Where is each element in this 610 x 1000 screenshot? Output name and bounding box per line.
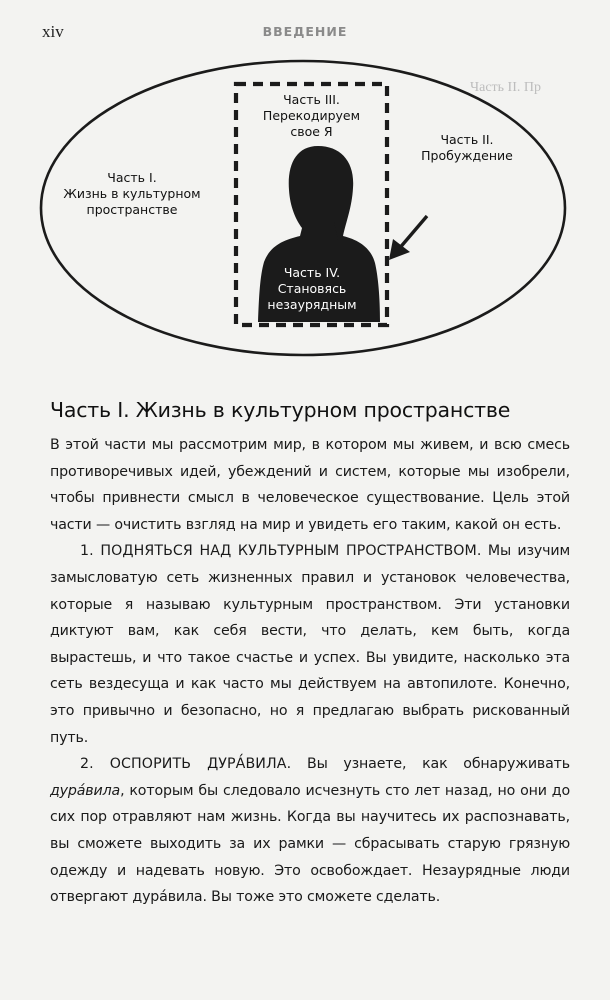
running-head-section: ВВЕДЕНИЕ (262, 24, 348, 39)
section-body (50, 432, 570, 911)
label-part4 (252, 265, 372, 313)
label-part4-line2: Становясь (277, 281, 347, 296)
item-heading: 1. ПОДНЯТЬСЯ НАД КУЛЬТУРНЫМ ПРОСТРАНСТВОМ. (80, 543, 482, 560)
list-item (50, 538, 570, 751)
item-heading: 2. ОСПОРИТЬ ДУРА́ВИЛА. (80, 756, 292, 773)
label-part2-line2: Пробуждение (421, 148, 513, 163)
bleed-through-text: Часть II. Пр (470, 80, 541, 95)
label-part1-line3: пространстве (86, 202, 178, 217)
label-part2-line1: Часть II. (440, 132, 494, 147)
item-term: дура́вила (50, 782, 121, 799)
intro-paragraph: В этой части мы рассмотрим мир, в котором мы живем, и всю смесь противоречивых идей, убеждений и систем, которые мы изобрели, чтобы привнести смысл в человеческое существование. Цель этой части — очистить взгляд на мир и увидеть его таким, какой он есть. (50, 437, 570, 533)
label-part2 (412, 132, 522, 164)
item-text-before: Вы узнаете, как обнаруживать (291, 756, 570, 773)
item-text-after: , которым бы следовало исчезнуть сто лет назад, но они до сих пор отравляют нам жизнь. Когда вы научитесь их распознавать, вы сможете выходить за их рамки — сбрасывать старую грязную одежду и надевать новую. Это освобождает. Незаурядные люди отвергают дура́вила. Вы тоже это сможете сделать. (50, 782, 570, 906)
label-part1-line2: Жизнь в культурном (63, 186, 201, 201)
section-heading: Часть I. Жизнь в культурном пространстве (50, 398, 511, 422)
label-part1-line1: Часть I. (107, 170, 157, 185)
page-number: xiv (42, 22, 64, 41)
label-part3 (239, 92, 384, 140)
label-part4-line3: незаурядным (267, 297, 357, 312)
arrow-icon (389, 216, 427, 260)
label-part3-line1: Часть III. (283, 92, 340, 107)
label-part3-line2: Перекодируем (262, 108, 361, 123)
item-text: Мы изучим замысловатую сеть жизненных правил и установок человечества, которые я называю культурным пространством. Эти установки диктуют вам, как себя вести, что делать, кем быть, когда вырастешь, и что такое счастье и успех. Вы увидите, насколько эта сеть вездесуща и как часто мы действуем на автопилоте. Конечно, это привычно и безопасно, но я предлагаю выбрать рискованный путь. (50, 543, 570, 746)
label-part4-line1: Часть IV. (283, 265, 341, 280)
parts-diagram (0, 0, 610, 380)
label-part3-line3: свое Я (290, 124, 333, 139)
label-part1 (62, 170, 202, 218)
list-item (50, 751, 570, 911)
